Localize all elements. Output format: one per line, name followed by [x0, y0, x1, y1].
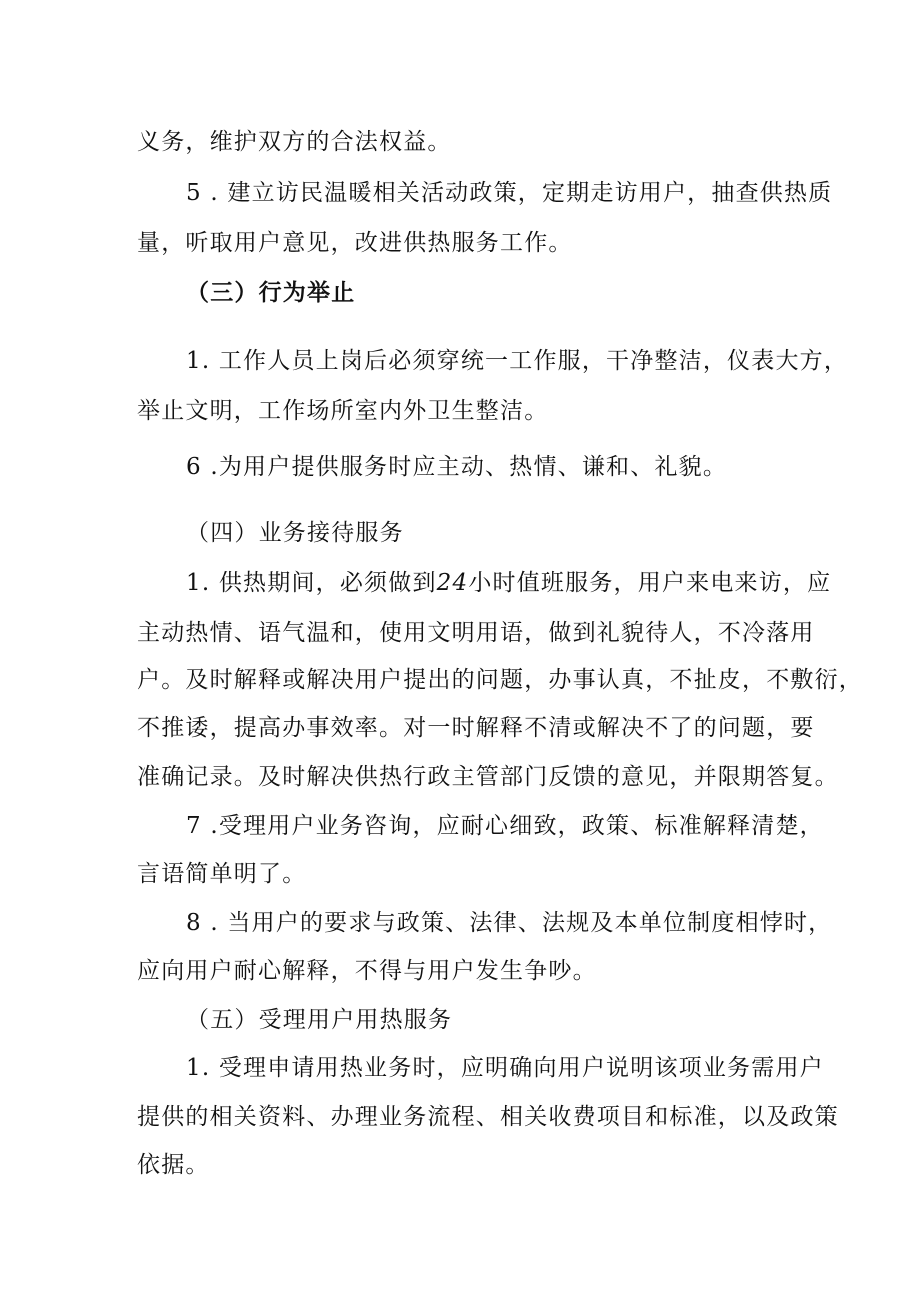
number-24: 24: [436, 570, 469, 596]
section-heading: （三）行为举止: [186, 279, 356, 306]
section-heading: （四）业务接待服务: [186, 520, 404, 546]
text-segment: 1. 供热期间，必须做到: [186, 570, 437, 596]
text-line: 准确记录。及时解决供热行政主管部门反馈的意见，并限期答复。: [137, 764, 839, 790]
text-line: 提供的相关资料、办理业务流程、相关收费项目和标准，以及政策: [137, 1104, 839, 1130]
text-line: 举止文明，工作场所室内外卫生整洁。: [137, 398, 549, 424]
text-line: 1. 受理申请用热业务时，应明确向用户说明该项业务需用户: [186, 1055, 824, 1081]
text-line: 户。及时解释或解决用户提出的问题，办事认真，不扯皮，不敷衍，: [137, 667, 863, 693]
text-line: 量，听取用户意见，改进供热服务工作。: [137, 230, 573, 256]
text-line: 主动热情、语气温和，使用文明用语，做到礼貌待人，不冷落用: [137, 620, 815, 646]
text-line: 义务，维护双方的合法权益。: [137, 129, 452, 155]
text-line: 言语简单明了。: [137, 861, 307, 887]
section-heading: （五）受理用户用热服务: [186, 1007, 453, 1033]
text-line: 8 . 当用户的要求与政策、法律、法规及本单位制度相悖时，: [186, 910, 833, 936]
text-line: 依据。: [137, 1152, 210, 1178]
text-line: [186, 568, 846, 598]
text-segment: 小时值班服务，用户来电来访，应: [468, 570, 832, 596]
text-line: 7 .受理用户业务咨询，应耐心细致，政策、标准解释清楚，: [186, 813, 824, 839]
text-line: 不推诿，提高办事效率。对一时解释不清或解决不了的问题，要: [137, 715, 815, 741]
text-line: 5 . 建立访民温暖相关活动政策，定期走访用户，抽查供热质: [186, 180, 833, 206]
text-line: 6 .为用户提供服务时应主动、热情、谦和、礼貌。: [186, 454, 728, 480]
text-line: 1. 工作人员上岗后必须穿统一工作服，干净整洁，仪表大方，: [186, 348, 849, 374]
text-line: 应向用户耐心解释，不得与用户发生争吵。: [137, 958, 597, 984]
